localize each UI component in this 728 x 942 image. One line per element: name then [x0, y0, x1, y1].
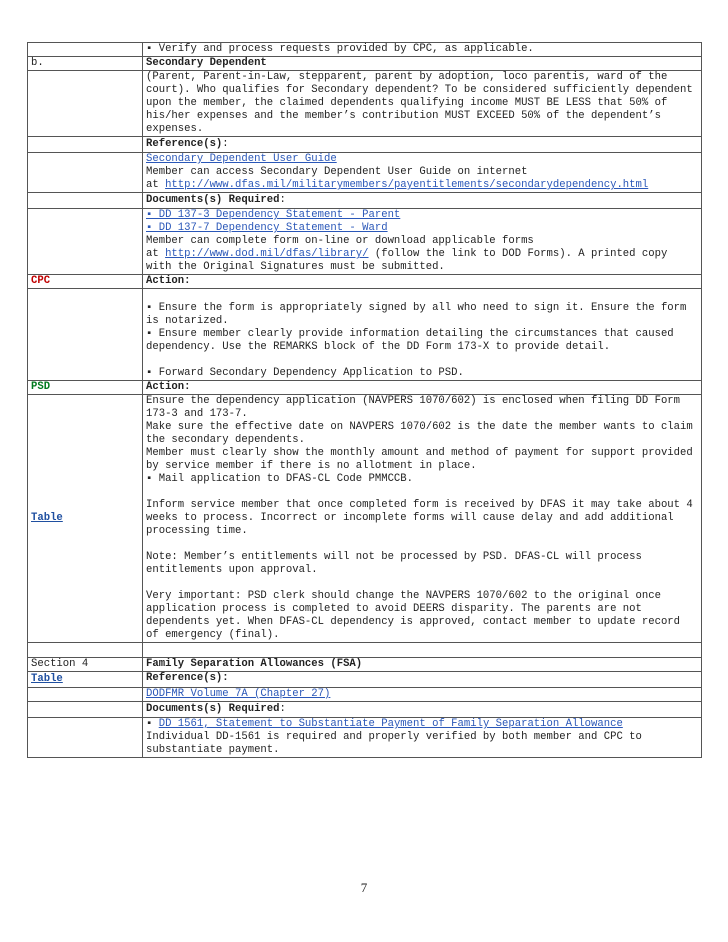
- psd-action-note: Note: Member’s entitlements will not be processed by PSD. DFAS-CL will process entitlements upon approval.: [146, 551, 642, 576]
- table-row: [28, 289, 702, 381]
- forms-signature-note: (follow the link to DOD Forms). A printed copy with the Original Signatures must be submitted.: [146, 248, 668, 273]
- fsa-references-heading: Reference(s):: [143, 672, 702, 688]
- page-number: 7: [360, 880, 368, 895]
- dd-137-7-link[interactable]: ▪ DD 137-7 Dependency Statement - Ward: [146, 222, 388, 234]
- table-row: [28, 718, 702, 758]
- section-title-secondary-dependent: Secondary Dependent: [143, 57, 702, 71]
- dd-1561-link[interactable]: DD 1561, Statement to Substantiate Payment of Family Separation Allowance: [158, 718, 623, 730]
- label-cell: [28, 289, 143, 381]
- table-row: [28, 395, 702, 643]
- cpc-action-forward: ▪ Forward Secondary Dependency Application to PSD.: [146, 367, 464, 379]
- table-row: [28, 672, 702, 688]
- row-label-section-4: Section 4: [28, 658, 143, 672]
- label-cell: [28, 702, 143, 718]
- table-row: [28, 209, 702, 275]
- documents-cell: [143, 209, 702, 275]
- table-row: [28, 153, 702, 193]
- label-cell: [28, 395, 143, 643]
- references-heading: Reference(s): [146, 138, 223, 150]
- fsa-documents-cell: [143, 718, 702, 758]
- dd-1561-note: Individual DD-1561 is required and properly verified by both member and CPC to substantiate payment.: [146, 731, 642, 756]
- cpc-action-circumstances: ▪ Ensure member clearly provide information detailing the circumstances that caused dependency. Use the REMARKS block of the DD Form 173-X to provide detail.: [146, 328, 674, 353]
- psd-action-mail: ▪ Mail application to DFAS-CL Code PMMCCB.: [146, 473, 414, 485]
- dd-137-3-link[interactable]: ▪ DD 137-3 Dependency Statement - Parent: [146, 209, 401, 221]
- cpc-action-cell: [143, 289, 702, 381]
- row-label-b: b.: [28, 57, 143, 71]
- dfas-library-url[interactable]: http://www.dod.mil/dfas/library/: [165, 248, 369, 260]
- table-row: [28, 193, 702, 209]
- table-row: [28, 275, 702, 289]
- label-cell: [28, 718, 143, 758]
- table-link[interactable]: Table: [31, 512, 63, 524]
- heading-colon: :: [222, 138, 229, 150]
- row-label-cpc: CPC: [28, 275, 143, 289]
- label-cell: [28, 137, 143, 153]
- guide-internet-note: Member can access Secondary Dependent User Guide on internet: [146, 166, 528, 178]
- table-row: [28, 381, 702, 395]
- cpc-action-heading: Action:: [143, 275, 702, 289]
- heading-colon: :: [279, 703, 286, 715]
- table-row: [28, 702, 702, 718]
- procedure-table: [27, 42, 702, 758]
- table-row: [28, 658, 702, 672]
- forms-online-note: Member can complete form on-line or download applicable forms: [146, 235, 534, 247]
- verify-cpc-requests: ▪ Verify and process requests provided by CPC, as applicable.: [143, 43, 702, 57]
- table-row: [28, 71, 702, 137]
- documents-required-heading: Documents(s) Required: [146, 194, 280, 206]
- table-row: [28, 43, 702, 57]
- secondary-dependent-guide-link[interactable]: Secondary Dependent User Guide: [146, 153, 337, 165]
- table-row: [28, 57, 702, 71]
- label-cell: [28, 43, 143, 57]
- dodfmr-volume-7a-link[interactable]: DODFMR Volume 7A (Chapter 27): [146, 688, 331, 700]
- label-cell: [28, 193, 143, 209]
- table-link[interactable]: Table: [31, 673, 63, 685]
- at-text: at: [146, 179, 166, 191]
- label-cell: [28, 672, 143, 688]
- table-row: [28, 688, 702, 702]
- label-cell: [28, 153, 143, 193]
- psd-action-very-important: Very important: PSD clerk should change the NAVPERS 1070/602 to the original once application process is completed to avoid DEERS disparity. The parents are not dependents yet. When DFAS-CL dependency is approved, contact member to update record of emergency (final).: [146, 590, 681, 641]
- documents-required-heading: Documents(s) Required: [146, 703, 280, 715]
- table-row: [28, 137, 702, 153]
- psd-action-inform: Inform service member that once completed form is received by DFAS it may take about 4 weeks to process. Incorrect or incomplete forms will cause delay and add additional processing time.: [146, 499, 693, 537]
- at-text: at: [146, 248, 166, 260]
- psd-action-monthly-amount: Member must clearly show the monthly amount and method of payment for support provided by service member if there is no allotment in place.: [146, 447, 693, 472]
- psd-action-effective-date: Make sure the effective date on NAVPERS 1070/602 is the date the member wants to claim the secondary dependents.: [146, 421, 693, 446]
- references-cell: [143, 153, 702, 193]
- psd-action-heading: Action:: [143, 381, 702, 395]
- section-title-fsa: Family Separation Allowances (FSA): [143, 658, 702, 672]
- documents-heading-cell: [143, 193, 702, 209]
- fsa-documents-heading-cell: [143, 702, 702, 718]
- fsa-references-cell: [143, 688, 702, 702]
- cpc-action-sign: ▪ Ensure the form is appropriately signed by all who need to sign it. Ensure the form is notarized.: [146, 302, 687, 327]
- psd-action-cell: [143, 395, 702, 643]
- bullet: ▪: [146, 718, 159, 730]
- label-cell: [28, 643, 143, 658]
- label-cell: [28, 71, 143, 137]
- row-label-psd: PSD: [28, 381, 143, 395]
- label-cell: [28, 209, 143, 275]
- psd-action-enclose: Ensure the dependency application (NAVPERS 1070/602) is enclosed when filing DD Form 173-3 and 173-7.: [146, 395, 681, 420]
- references-heading-cell: [143, 137, 702, 153]
- dfas-secondary-dependency-url[interactable]: http://www.dfas.mil/militarymembers/payentitlements/secondarydependency.html: [165, 179, 649, 191]
- secondary-dependent-description: (Parent, Parent-in-Law, stepparent, parent by adoption, loco parentis, ward of the court). Who qualifies for Secondary dependent? To be considered sufficiently dependent upon the member, the claimed dependents qualifying income MUST BE LESS that 50% of his/her expenses and the member’s contribution MUST EXCEED 50% of the dependent’s expenses.: [143, 71, 702, 137]
- heading-colon: :: [279, 194, 286, 206]
- label-cell: [28, 688, 143, 702]
- table-row: [28, 643, 702, 658]
- empty-cell: [143, 643, 702, 658]
